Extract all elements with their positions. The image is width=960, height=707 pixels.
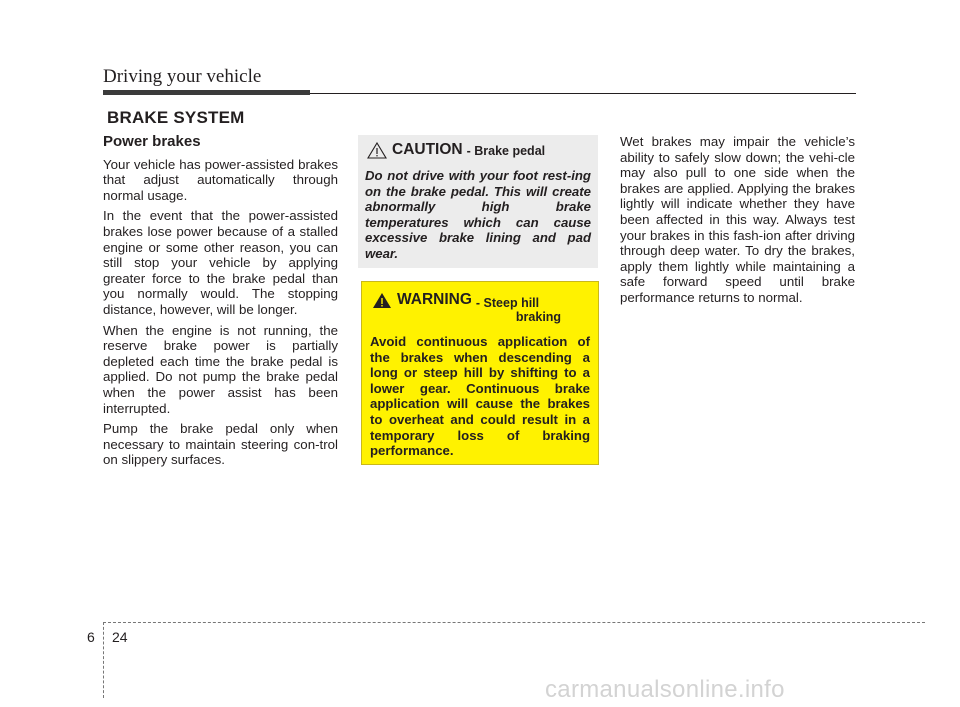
warning-subtitle-line2: braking bbox=[515, 310, 562, 324]
caution-subtitle: - Brake pedal bbox=[466, 144, 546, 158]
header-rule bbox=[310, 93, 856, 94]
header-bar bbox=[103, 90, 310, 95]
caution-box bbox=[358, 135, 598, 268]
right-column bbox=[620, 134, 855, 311]
section-title: BRAKE SYSTEM bbox=[107, 108, 245, 127]
warning-header bbox=[370, 291, 590, 325]
paragraph: Your vehicle has power-assisted brakes that adjust automatically through normal usage. bbox=[103, 156, 338, 203]
watermark: carmanualsonline.info bbox=[545, 676, 785, 703]
paragraph: In the event that the power-assisted brakes lose power because of a stalled engine or some other reason, you can still stop your vehicle by applying greater force to the brake pedal than you normally would. The stopping distance, however, will be longer. bbox=[103, 208, 338, 317]
paragraph: Wet brakes may impair the vehicle’s ability to safely slow down; the vehi-cle may also pull to one side when the brakes are applied. Applying the brakes lightly will indicate whether they have been affected in this way. Always test your brakes in this fash-ion after driving through deep water. To dry the brakes, apply them lightly while maintaining a safe forward speed until brake performance returns to normal. bbox=[620, 134, 855, 305]
warning-triangle-filled-icon bbox=[372, 292, 392, 309]
header-title: Driving your vehicle bbox=[103, 66, 262, 87]
warning-box bbox=[361, 281, 599, 465]
left-column bbox=[103, 134, 338, 473]
footer-dashed-rule bbox=[103, 622, 925, 623]
paragraph: When the engine is not running, the reserve brake power is partially depleted each time the brake pedal is applied. Do not pump the brake pedal when the power assist has been interrupted. bbox=[103, 322, 338, 416]
warning-body: Avoid continuous application of the brakes when descending a long or steep hill by shifting to a lower gear. Continuous brake application will cause the brakes to overheat and could result in a temporary loss of braking performance. bbox=[370, 334, 590, 459]
page-number: 24 bbox=[112, 629, 128, 645]
chapter-number: 6 bbox=[87, 629, 95, 645]
warning-label: WARNING bbox=[397, 291, 472, 308]
paragraph: Pump the brake pedal only when necessary to maintain steering con-trol on slippery surfaces. bbox=[103, 421, 338, 468]
caution-label: CAUTION bbox=[392, 141, 463, 158]
subheading-power-brakes: Power brakes bbox=[103, 133, 201, 150]
caution-header bbox=[365, 141, 591, 159]
caution-body: Do not drive with your foot rest-ing on the brake pedal. This will create abnormally high brake temperatures which can cause excessive brake lining and pad wear. bbox=[365, 168, 591, 261]
warning-subtitle-line1: - Steep hill bbox=[475, 296, 540, 310]
warning-subtitle bbox=[476, 296, 561, 324]
footer-dashed-divider bbox=[103, 622, 104, 698]
warning-triangle-outline-icon bbox=[367, 142, 387, 159]
